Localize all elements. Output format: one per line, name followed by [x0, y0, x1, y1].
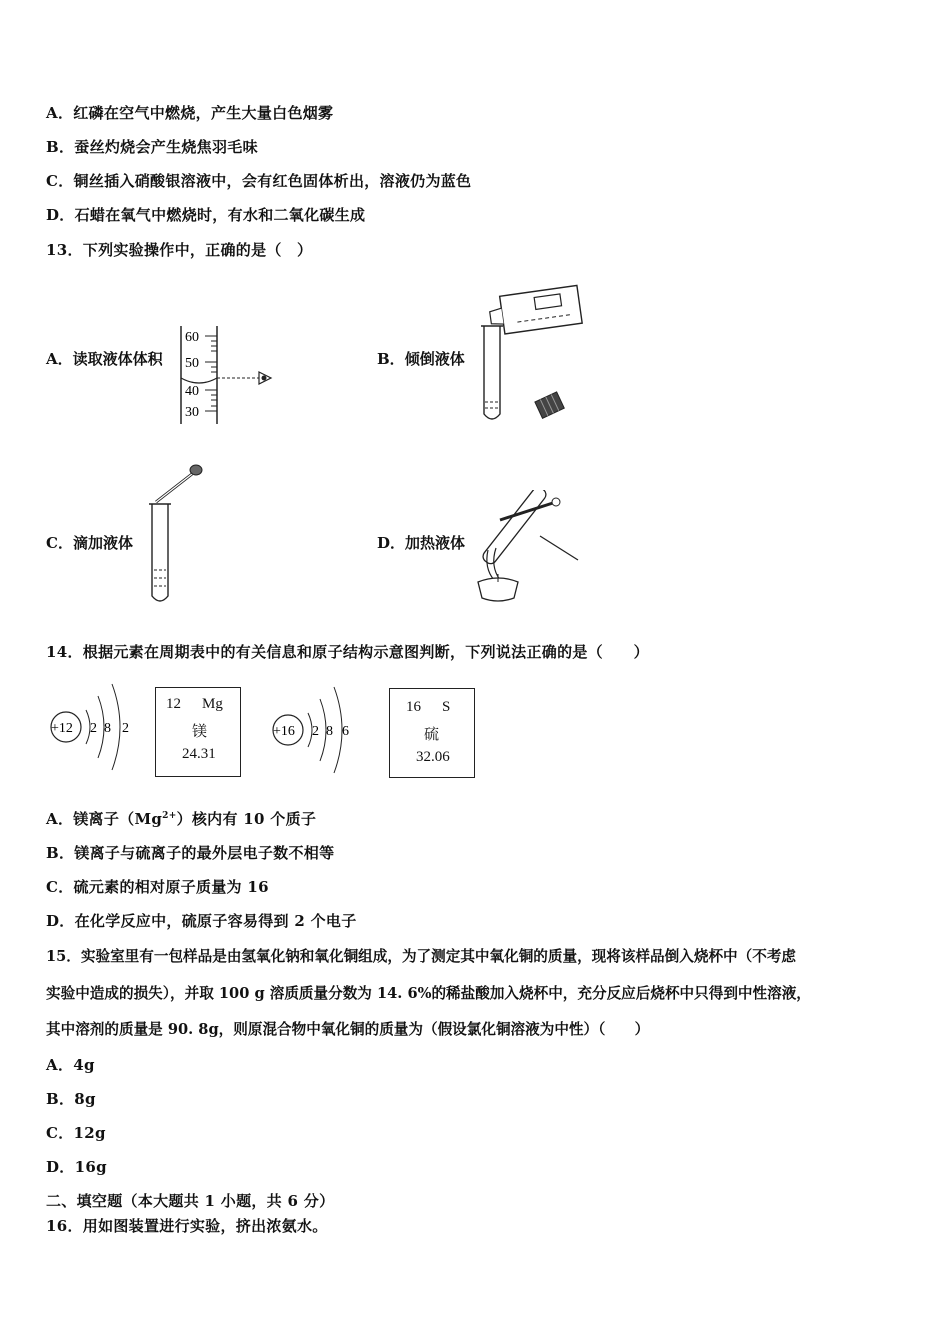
q15-stem-line1: 15．实验室里有一包样品是由氢氧化钠和氧化铜组成，为了测定其中氧化铜的质量，现将该样品倒入烧杯中（不考虑 [46, 948, 797, 965]
s-element-box: 16 S 硫 32.06 [389, 688, 475, 778]
q16-stem: 16．用如图装置进行实验，挤出浓氨水。 [46, 1217, 328, 1235]
s-atom-structure [268, 672, 368, 782]
q14-option-b: B．镁离子与硫离子的最外层电子数不相等 [46, 844, 335, 862]
graduated-cylinder-figure [175, 322, 285, 428]
q15-stem-line3: 其中溶剂的质量是 90. 8g，则原混合物中氧化铜的质量为（假设氯化铜溶液为中性）（ ） [46, 1021, 650, 1038]
mg-atom-structure [46, 672, 146, 782]
svg-text:2: 2 [122, 721, 129, 736]
cylinder-tick-60: 60 [185, 330, 199, 345]
q12-option-c: C．铜丝插入硝酸银溶液中，会有红色固体析出，溶液仍为蓝色 [46, 172, 472, 190]
q13-option-c: C．滴加液体 [46, 534, 133, 552]
q12-option-b: B．蚕丝灼烧会产生烧焦羽毛味 [46, 138, 258, 156]
dropper-figure [146, 460, 216, 608]
q14-option-d: D．在化学反应中，硫原子容易得到 2 个电子 [46, 912, 357, 930]
pouring-liquid-figure [476, 282, 586, 426]
cylinder-tick-30: 30 [185, 405, 199, 420]
q14-stem: 14．根据元素在周期表中的有关信息和原子结构示意图判断，下列说法正确的是（ ） [46, 643, 649, 661]
svg-text:2: 2 [90, 721, 97, 736]
q13-option-d: D．加热液体 [377, 534, 466, 552]
mg-element-box: 12 Mg 镁 24.31 [155, 687, 241, 777]
q15-option-d: D．16g [46, 1158, 107, 1176]
svg-text:8: 8 [326, 724, 333, 739]
bottle-stopper-icon [535, 392, 564, 418]
q13-option-b: B．倾倒液体 [377, 350, 465, 368]
svg-text:+12: +12 [51, 721, 73, 736]
q12-option-a: A．红磷在空气中燃烧，产生大量白色烟雾 [46, 104, 334, 122]
q14-option-a: A．镁离子$(Mg^{2+})$核内有 10 个质子 [46, 810, 317, 828]
cylinder-tick-50: 50 [185, 356, 199, 371]
svg-text:+16: +16 [273, 724, 295, 739]
q15-stem-line2: 实验中造成的损失），并取 100 g 溶质质量分数为 14. 6%的稀盐酸加入烧杯中，充分反应后烧杯中只得到中性溶液， [46, 985, 811, 1002]
svg-text:2: 2 [312, 724, 319, 739]
svg-text:6: 6 [342, 724, 349, 739]
heating-liquid-figure [470, 490, 590, 608]
cylinder-tick-40: 40 [185, 384, 199, 399]
section-heading: 二、填空题（本大题共 1 小题，共 6 分） [46, 1192, 335, 1210]
q15-option-a: A．4g [46, 1056, 95, 1074]
q14-option-c: C．硫元素的相对原子质量为 16 [46, 878, 269, 896]
svg-text:8: 8 [104, 721, 111, 736]
q13-stem: 13．下列实验操作中，正确的是（ ） [46, 241, 313, 259]
q15-option-b: B．8g [46, 1090, 96, 1108]
q15-option-c: C．12g [46, 1124, 106, 1142]
q12-option-d: D．石蜡在氧气中燃烧时，有水和二氧化碳生成 [46, 206, 366, 224]
q13-option-a: A．读取液体体积 [46, 350, 163, 368]
